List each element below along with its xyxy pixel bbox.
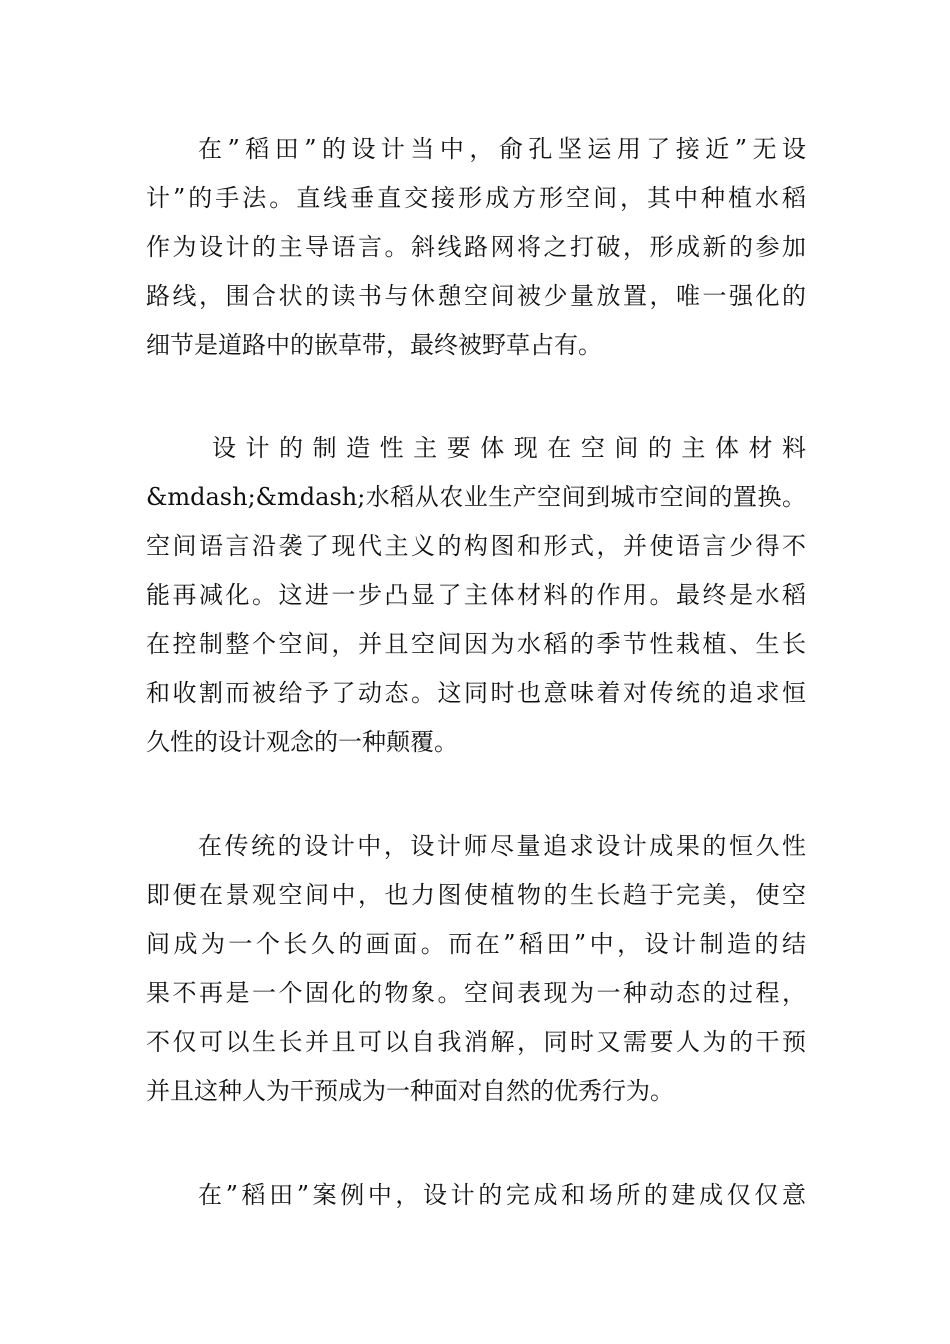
paragraph-line: 在”稻田”的设计当中，俞孔坚运用了接近”无设	[198, 135, 806, 163]
paragraph-line: 能再减化。这进一步凸显了主体材料的作用。最终是水稻	[146, 581, 806, 609]
paragraph-line: 不仅可以生长并且可以自我消解，同时又需要人为的干预	[146, 1028, 806, 1056]
paragraph-line: 即便在景观空间中，也力图使植物的生长趋于完美，使空	[146, 881, 806, 909]
paragraph-line: 间成为一个长久的画面。而在”稻田”中，设计制造的结	[146, 930, 806, 958]
paragraph-line: 果不再是一个固化的物象。空间表现为一种动态的过程，	[146, 979, 806, 1007]
paragraph-line: 并且这种人为干预成为一种面对自然的优秀行为。	[146, 1077, 674, 1105]
paragraph-line: 作为设计的主导语言。斜线路网将之打破，形成新的参加	[146, 233, 806, 261]
paragraph-line: 和收割而被给予了动态。这同时也意味着对传统的追求恒	[146, 679, 806, 707]
paragraph-1	[146, 125, 806, 370]
paragraph-4	[146, 1171, 806, 1220]
paragraph-line: 在”稻田”案例中，设计的完成和场所的建成仅仅意	[198, 1181, 806, 1209]
paragraph-2	[146, 424, 806, 767]
paragraph-line: 在传统的设计中，设计师尽量追求设计成果的恒久性	[198, 832, 806, 860]
paragraph-line: 在控制整个空间，并且空间因为水稻的季节性栽植、生长	[146, 630, 806, 658]
paragraph-line: 久性的设计观念的一种颠覆。	[146, 728, 458, 756]
paragraph-3	[146, 822, 806, 1116]
paragraph-line: 设计的制造性主要体现在空间的主体材料	[212, 434, 806, 462]
paragraph-line: 计”的手法。直线垂直交接形成方形空间，其中种植水稻	[146, 184, 806, 212]
paragraph-line: 空间语言沿袭了现代主义的构图和形式，并使语言少得不	[146, 532, 806, 560]
paragraph-line: &mdash;&mdash;水稻从农业生产空间到城市空间的置换。	[146, 483, 806, 511]
paragraph-line: 路线，围合状的读书与休憩空间被少量放置，唯一强化的	[146, 282, 806, 310]
paragraph-line: 细节是道路中的嵌草带，最终被野草占有。	[146, 331, 602, 359]
